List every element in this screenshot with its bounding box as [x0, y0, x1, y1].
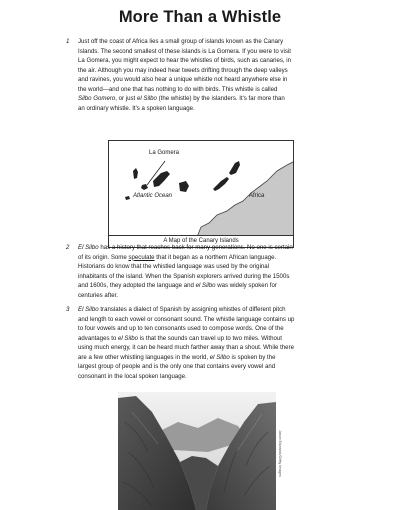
paragraph-line: of its origin. Some speculate that it began as a northern African language.: [78, 253, 277, 261]
paragraph-line: Silbo Gomero, or just el Silbo (the whistle) by the islanders. It's far more than: [78, 95, 285, 102]
paragraph-line: and ravines, you would also hear a unique whistle not heard anywhere else in: [78, 76, 288, 83]
map-label-africa: Africa: [249, 193, 265, 199]
italic-term: El Silbo: [78, 306, 99, 313]
paragraph-line: Islands. The second smallest of these islands is La Gomera. If you were to visit: [78, 47, 291, 55]
paragraph-line: and length to each vowel or consonant sound. The whistle language contains up: [78, 315, 295, 323]
paragraph-number-2: 2: [66, 244, 70, 251]
paragraph-line: consonant in the local spoken language.: [78, 372, 187, 380]
article-title: More Than a Whistle: [118, 8, 282, 26]
paragraph-line: Just off the coast of Africa lies a small group of islands known as the Canary: [78, 38, 284, 45]
africa-landmass: [197, 161, 294, 236]
paragraph-line: El Silbo translates a dialect of Spanish by assigning whistles of different pitch: [78, 306, 286, 313]
island-la-palma: [133, 168, 138, 179]
paragraph-line: the world—and one that has nothing to do with birds. This whistle is called: [78, 85, 278, 93]
paragraph-line: inhabitants of the island. When the Spanish explorers arrived during the 1500s: [78, 272, 290, 280]
vocabulary-word: speculate: [128, 253, 155, 261]
paragraph-line: La Gomera, you might expect to hear the whistles of birds, such as canaries, in: [78, 57, 292, 64]
map-label-la-gomera: La Gomera: [149, 150, 180, 156]
map-label-atlantic-ocean: Atlantic Ocean: [133, 193, 173, 199]
map-caption: A Map of the Canary Islands: [108, 236, 294, 248]
paragraph-line: an ordinary whistle. It's a spoken language.: [78, 104, 195, 112]
paragraph-number-1: 1: [66, 38, 70, 45]
island-gran-canaria: [179, 181, 189, 192]
map-graphic: [109, 141, 294, 236]
paragraph-line: to four vowels and up to ten consonants used to compose words. One of the: [78, 325, 284, 332]
italic-term: El Silbo: [78, 244, 99, 251]
paragraph-line: Historians do know that the whistled language was used by the original: [78, 263, 270, 270]
italic-term: el Silbo: [209, 353, 230, 361]
island-lanzarote: [229, 161, 240, 175]
italic-term: el Silbo: [117, 334, 138, 342]
ravine-photo: [118, 392, 276, 510]
island-fuerteventura: [213, 177, 229, 191]
paragraph-line: using much energy, it can be heard much farther away than a shout. While there: [78, 344, 294, 351]
italic-term: Silbo Gomero: [78, 95, 116, 102]
paragraph-number-3: 3: [66, 306, 70, 313]
paragraph-line: El Silbo has a history that reaches back for many generations. No one is certain: [78, 244, 293, 251]
italic-term: el Silbo: [195, 282, 216, 289]
paragraph-2: [78, 243, 378, 300]
island-el-hierro: [125, 196, 130, 200]
canary-islands-map: [108, 140, 294, 236]
paragraph-line: largest group of people and is the only one that contains every vowel and: [78, 363, 276, 370]
paragraph-line: are a few other whistling languages in the world, el Silbo is spoken by the: [78, 353, 276, 361]
paragraph-3: [78, 305, 378, 381]
photo-credit: Jason Edwards/Getty Images: [278, 430, 282, 477]
paragraph-line: centuries after.: [78, 291, 118, 299]
paragraph-1: [78, 37, 378, 113]
italic-term: el Silbo: [136, 95, 157, 102]
paragraph-line: the air. Although you may indeed hear tweets drifting through the deep valleys: [78, 66, 288, 74]
paragraph-line: and 1600s, they adopted the language and el Silbo was widely spoken for: [78, 282, 277, 289]
ravine-photo-graphic: [118, 392, 276, 510]
paragraph-line: advantages to el Silbo is that the sounds can travel up to two miles. Without: [78, 334, 282, 342]
